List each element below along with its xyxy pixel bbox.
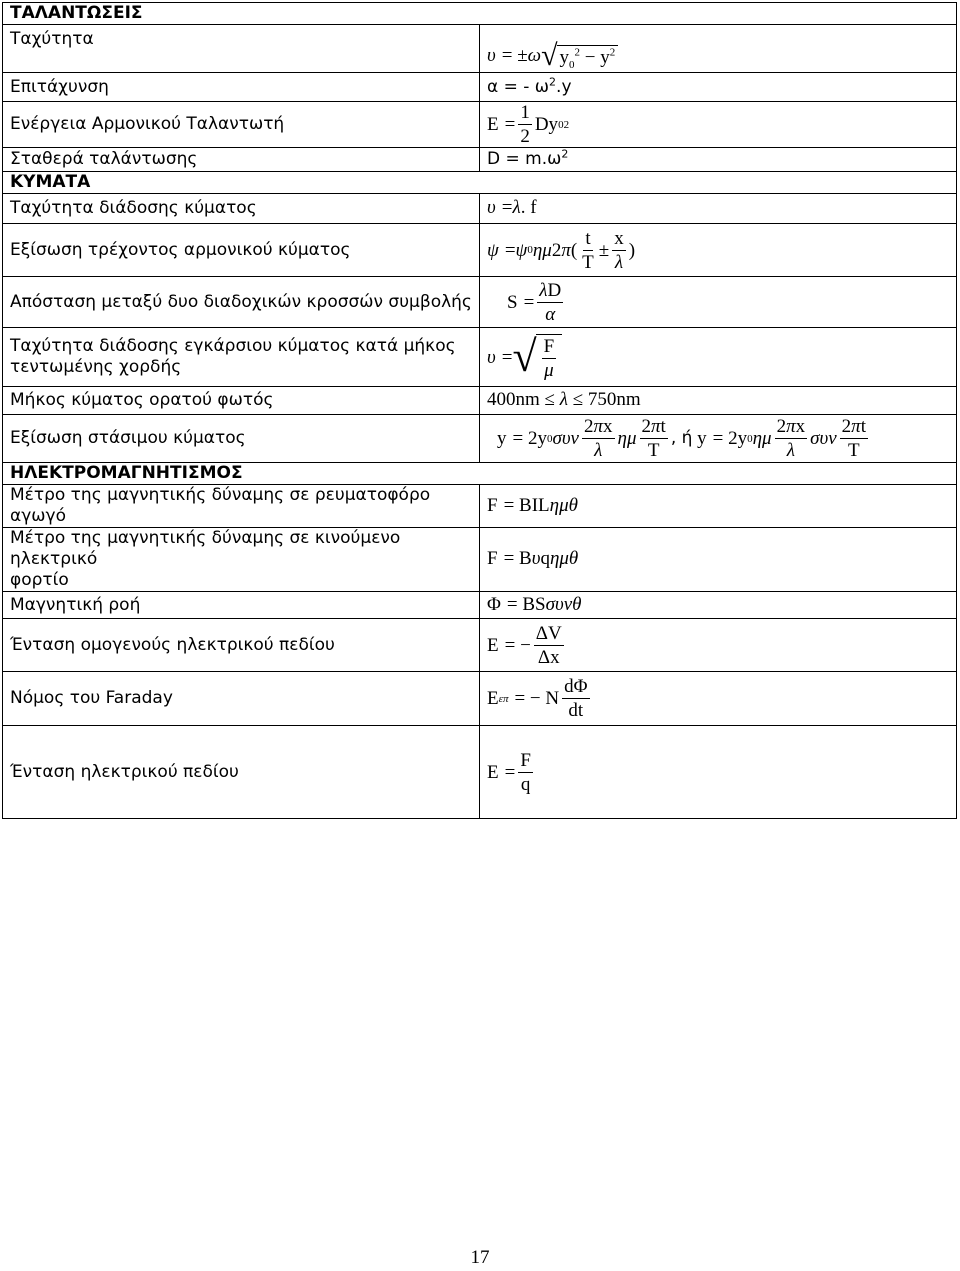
label-faraday: Νόμος του Faraday	[3, 672, 480, 726]
formula-acceleration	[480, 73, 957, 102]
formula-energy: E = 1 2 Dy 0 2	[480, 102, 957, 148]
formula-row-electric-field	[3, 726, 957, 819]
formula-row-uniform-field	[3, 619, 957, 672]
label-force-conductor: Μέτρο της μαγνητικής δύναμης σε ρευματοφόρο αγωγό	[3, 485, 480, 528]
section-row-waves	[3, 172, 957, 194]
formula-visible-wavelength: 400nm ≤ λ ≤ 750nm	[480, 387, 957, 415]
formula-force-conductor: F = BIL ημθ	[480, 485, 957, 528]
formula-uniform-field: E = − ΔV Δx	[480, 619, 957, 672]
formula-row-faraday	[3, 672, 957, 726]
label-string-speed	[3, 328, 480, 387]
formula-row-velocity	[3, 25, 957, 73]
formula-row-force-charge	[3, 528, 957, 592]
acceleration-tail: .y	[556, 76, 572, 97]
standing-wave-or: , ή	[670, 428, 693, 448]
formula-row-fringe-distance	[3, 277, 957, 328]
formula-fringe-distance: S = λD α	[480, 277, 957, 328]
formula-row-magnetic-flux	[3, 592, 957, 619]
label-string-speed-line2: τεντωμένης χορδής	[10, 357, 182, 377]
label-string-speed-line1: Ταχύτητα διάδοσης εγκάρσιου κύματος κατά μήκος	[10, 336, 456, 356]
section-row-oscillations	[3, 3, 957, 25]
acceleration-exponent: 2	[549, 74, 557, 88]
formula-row-wave-speed	[3, 194, 957, 224]
formula-faraday: E επ = − N dΦ dt	[480, 672, 957, 726]
formula-row-standing-wave	[3, 415, 957, 463]
formula-row-force-conductor	[3, 485, 957, 528]
spring-constant-exponent: 2	[561, 147, 569, 161]
formula-row-string-speed	[3, 328, 957, 387]
label-force-charge-line1: Μέτρο της μαγνητικής δύναμης σε κινούμενο ηλεκτρικό	[10, 528, 401, 569]
section-title-electromagnetism: ΗΛΕΚΤΡΟΜΑΓΝΗΤΙΣΜΟΣ	[3, 463, 957, 485]
label-standing-wave: Εξίσωση στάσιμου κύματος	[3, 415, 480, 463]
visible-range-high: 750nm	[587, 389, 641, 410]
formula-row-spring-constant	[3, 148, 957, 172]
label-velocity: Ταχύτητα	[3, 25, 480, 73]
formula-travelling-wave: ψ = ψ 0 ημ 2 π ( t T ± x λ )	[480, 224, 957, 277]
formula-spring-constant	[480, 148, 957, 172]
formula-string-speed: υ = √ $\frac{F}{\mu}$	[480, 328, 957, 387]
section-title-oscillations: ΤΑΛΑΝΤΩΣΕΙΣ	[3, 3, 957, 25]
acceleration-text: α = - ω	[487, 76, 550, 97]
label-travelling-wave: Εξίσωση τρέχοντος αρμονικού κύματος	[3, 224, 480, 277]
formula-force-charge: F = B υ q ημθ	[480, 528, 957, 592]
label-spring-constant: Σταθερά ταλάντωσης	[3, 148, 480, 172]
formula-magnetic-flux: Φ = BS συνθ	[480, 592, 957, 619]
section-title-waves: ΚΥΜΑΤΑ	[3, 172, 957, 194]
label-fringe-distance: Απόσταση μεταξύ δυο διαδοχικών κροσσών συμβολής	[3, 277, 480, 328]
spring-constant-text: D = m.ω	[487, 149, 562, 169]
visible-range-low: 400nm	[487, 389, 540, 410]
label-wave-speed: Ταχύτητα διάδοσης κύματος	[3, 194, 480, 224]
formula-row-acceleration	[3, 73, 957, 102]
formula-standing-wave: y = 2y 0 συν 2πx λ ημ 2πt T , ή y = 2y 0 ημ 2πx λ συν 2πt T	[480, 415, 957, 463]
section-row-electromagnetism	[3, 463, 957, 485]
label-visible-wavelength: Μήκος κύματος ορατού φωτός	[3, 387, 480, 415]
formula-row-travelling-wave	[3, 224, 957, 277]
label-electric-field: Ένταση ηλεκτρικού πεδίου	[3, 726, 480, 819]
label-magnetic-flux: Μαγνητική ροή	[3, 592, 480, 619]
label-force-charge-line2: φορτίο	[10, 570, 69, 590]
page-number: 17	[470, 1247, 490, 1268]
label-energy: Ενέργεια Αρμονικού Ταλαντωτή	[3, 102, 480, 148]
formula-velocity: υ = ± ω √ $y_0^2 - y^2$	[480, 25, 957, 73]
formula-row-energy	[3, 102, 957, 148]
formula-row-visible-wavelength	[3, 387, 957, 415]
label-acceleration: Επιτάχυνση	[3, 73, 480, 102]
label-force-charge	[3, 528, 480, 592]
label-uniform-field: Ένταση ομογενούς ηλεκτρικού πεδίου	[3, 619, 480, 672]
formula-wave-speed: υ = λ . f	[480, 194, 957, 224]
formula-electric-field: E = F q	[480, 726, 957, 819]
formula-table	[2, 2, 957, 819]
